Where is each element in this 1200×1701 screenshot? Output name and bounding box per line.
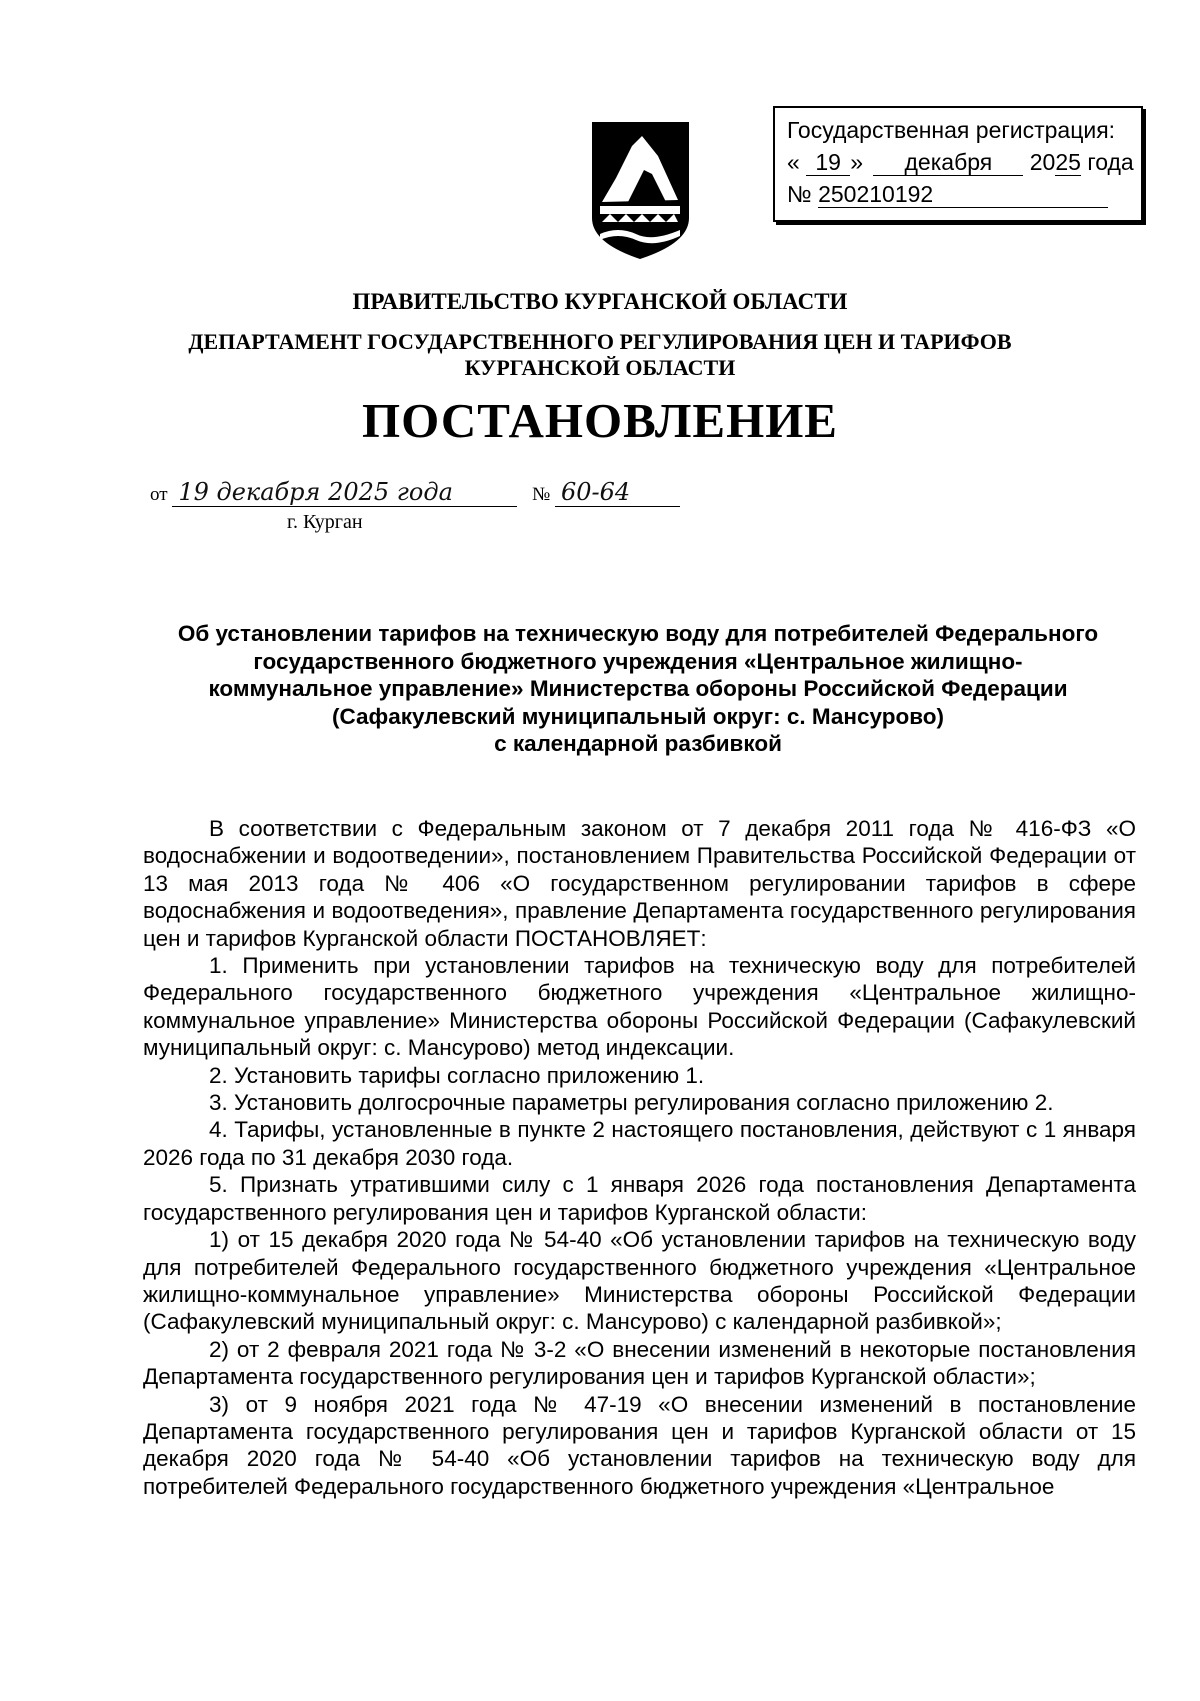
registration-month: декабря <box>873 149 1023 176</box>
clause-5-item-1: 1) от 15 декабря 2020 года № 54-40 «Об установлении тарифов на техническую воду для потребителей Федерального государственного бюджетного учреждения «Центральное жилищно-коммунальное управление» Министерства обороны Российской Федерации (Сафакулевский муниципальный округ: с. Мансурово) с календарной разбивкой»; <box>143 1227 1136 1335</box>
clause-4: 4. Тарифы, установленные в пункте 2 настоящего постановления, действуют с 1 января 2026 года по 31 декабря 2030 года. <box>143 1117 1136 1170</box>
registration-year-word: года <box>1087 149 1134 175</box>
registration-label: Государственная регистрация: <box>787 117 1116 143</box>
document-subject <box>140 620 1136 758</box>
subject-line4: (Сафакулевский муниципальный округ: с. Мансурово) <box>332 703 944 729</box>
government-name: ПРАВИТЕЛЬСТВО КУРГАНСКОЙ ОБЛАСТИ <box>352 289 848 314</box>
clause-5: 5. Признать утратившими силу с 1 января 2026 года постановления Департамента государственного регулирования цен и тарифов Курганской области: <box>143 1172 1136 1225</box>
document-number: 60-64 <box>555 478 680 507</box>
registration-day-open: « <box>787 149 800 175</box>
subject-line1: Об установлении тарифов на техническую воду для потребителей Федерального <box>177 621 1099 646</box>
subject-line5: с календарной разбивкой <box>494 731 782 756</box>
clause-2: 2. Установить тарифы согласно приложению 1. <box>209 1062 705 1088</box>
department-name <box>0 329 1200 381</box>
registration-day-close: » <box>850 149 863 175</box>
clause-1: 1. Применить при установлении тарифов на техническую воду для потребителей Федерального государственного бюджетного учреждения «Центральное жилищно-коммунальное управление» Министерства обороны Российской Федерации (Сафакулевский муниципальный округ: с. Мансурово) метод индексации. <box>143 953 1136 1061</box>
document-date-number <box>150 478 680 507</box>
clause-3: 3. Установить долгосрочные параметры регулирования согласно приложению 2. <box>209 1090 1054 1116</box>
registration-number-row <box>787 178 1141 210</box>
registration-day: 19 <box>806 149 850 176</box>
document-body <box>143 815 1136 1500</box>
body-preamble: В соответствии с Федеральным законом от 7 декабря 2011 года № 416-ФЗ «О водоснабжении и водоотведении», постановлением Правительства Российской Федерации от 13 мая 2013 года № 406 «О государственном регулировании тарифов в сфере водоснабжения и водоотведения», правление Департамента государственного регулирования цен и тарифов Курганской области ПОСТАНОВЛЯЕТ: <box>143 816 1136 951</box>
state-registration-box <box>773 106 1143 222</box>
subject-line3: коммунальное управление» Министерства обороны Российской Федерации <box>208 676 1068 701</box>
registration-number: 250210192 <box>818 181 1108 208</box>
department-name-line2: КУРГАНСКОЙ ОБЛАСТИ <box>464 355 736 380</box>
registration-year-suffix: 25 <box>1055 149 1081 175</box>
registration-number-prefix: № <box>787 181 812 207</box>
document-city: г. Курган <box>287 511 363 533</box>
registration-date <box>787 146 1141 178</box>
clause-5-item-2: 2) от 2 февраля 2021 года № 3-2 «О внесении изменений в некоторые постановления Департамента государственного регулирования цен и тарифов Курганской области»; <box>143 1336 1136 1390</box>
document-date: 19 декабря 2025 года <box>172 478 517 507</box>
kurgan-coat-of-arms-icon <box>588 118 693 263</box>
date-from-label: от <box>150 484 168 505</box>
department-name-line1: ДЕПАРТАМЕНТ ГОСУДАРСТВЕННОГО РЕГУЛИРОВАНИЯ ЦЕН И ТАРИФОВ <box>188 329 1012 354</box>
subject-line2: государственного бюджетного учреждения «Центральное жилищно- <box>253 648 1023 674</box>
number-label: № <box>532 484 551 505</box>
clause-5-item-3: 3) от 9 ноября 2021 года № 47-19 «О внесении изменений в постановление Департамента государственного регулирования цен и тарифов Курганской области от 15 декабря 2020 года № 54-40 «Об установлении тарифов на техническую воду для потребителей Федерального государственного бюджетного учреждения «Центральное <box>143 1391 1136 1499</box>
document-type-title: ПОСТАНОВЛЕНИЕ <box>362 393 838 448</box>
registration-year-prefix: 20 <box>1029 149 1056 175</box>
